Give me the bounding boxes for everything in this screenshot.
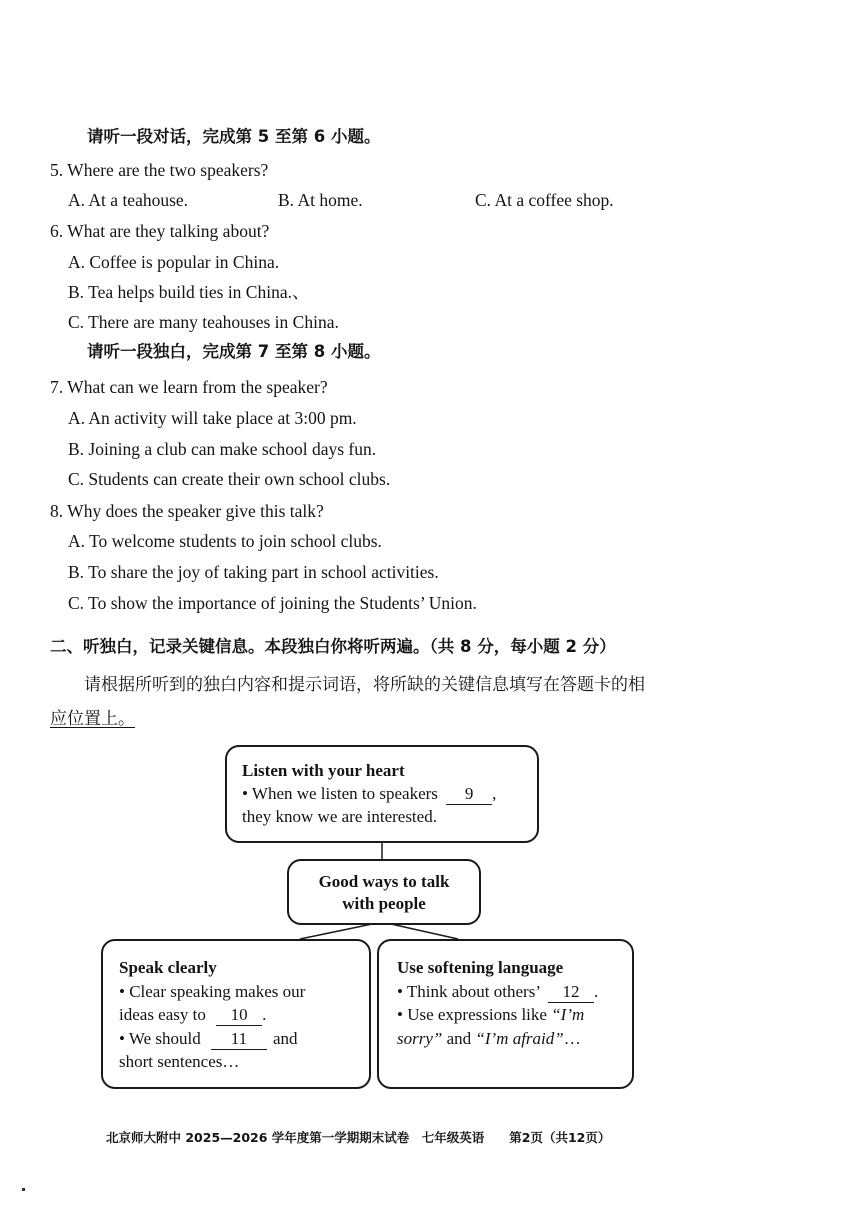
softening-quote-im: “I’m: [551, 1005, 585, 1024]
page-footer: 北京师大附中 2025—2026 学年度第一学期期末试卷 七年级英语 第2页（共12页）: [106, 1130, 611, 1145]
listen-line1-comma: ,: [492, 784, 497, 803]
question-6-stem: 6. What are they talking about?: [50, 221, 270, 241]
listen-with-heart-line2: they know we are interested.: [242, 807, 437, 826]
speak-line2-text: ideas easy to: [119, 1005, 206, 1024]
center-line2: with people: [342, 894, 426, 913]
question-5-option-a: A. At a teahouse.: [68, 190, 189, 210]
dialogue-instruction: 请听一段对话，完成第 5 至第 6 小题。: [87, 127, 381, 146]
listen-with-heart-line1: [242, 782, 496, 805]
speak-clearly-line3: [119, 1027, 298, 1050]
section-two-instruction-line2: 应位置上。: [50, 709, 135, 729]
listen-with-heart-box: [225, 745, 539, 843]
blank-12[interactable]: 12: [548, 982, 594, 1003]
listen-with-heart-title: Listen with your heart: [242, 761, 405, 780]
question-5-option-b: B. At home.: [278, 190, 363, 210]
listen-line1-text: • When we listen to speakers: [242, 784, 438, 803]
question-7-option-c: C. Students can create their own school clubs.: [68, 469, 391, 489]
question-6-option-a: A. Coffee is popular in China.: [68, 252, 280, 272]
question-7-option-b: B. Joining a club can make school days fun.: [68, 439, 377, 459]
softening-line1-period: .: [593, 982, 599, 1001]
softening-line1: [397, 980, 598, 1003]
speak-clearly-line1: • Clear speaking makes our: [119, 982, 306, 1001]
softening-line2-text: • Use expressions like: [397, 1005, 547, 1024]
question-8-option-b: B. To share the joy of taking part in school activities.: [68, 562, 439, 582]
speak-clearly-line2: [119, 1003, 266, 1026]
good-ways-center-box: [287, 859, 481, 925]
softening-language-box: [377, 939, 634, 1089]
question-8-stem: 8. Why does the speaker give this talk?: [50, 501, 324, 521]
blank-10[interactable]: 10: [216, 1005, 262, 1026]
speak-line2-period: .: [262, 1005, 267, 1024]
speak-line3-and: and: [272, 1029, 298, 1048]
softening-line3-ellipsis: …: [563, 1029, 581, 1048]
section-two-instruction-line1: 请根据所听到的独白内容和提示词语，将所缺的关键信息填写在答题卡的相: [84, 675, 645, 695]
softening-line3: [397, 1027, 581, 1050]
blank-9[interactable]: 9: [446, 784, 492, 805]
blank-11[interactable]: 11: [211, 1029, 267, 1050]
softening-quote-sorry: sorry”: [397, 1029, 443, 1048]
softening-line1-text: • Think about others’: [397, 982, 540, 1001]
softening-quote-afraid: “I’m afraid”: [475, 1029, 564, 1048]
section-two-heading: 二、听独白，记录关键信息。本段独白你将听两遍。（共 8 分，每小题 2 分）: [50, 637, 616, 656]
question-5-stem: 5. Where are the two speakers?: [50, 160, 269, 180]
softening-title: Use softening language: [397, 958, 564, 977]
speak-clearly-box: [101, 939, 371, 1089]
speak-line3-text: • We should: [119, 1029, 201, 1048]
question-7-option-a: A. An activity will take place at 3:00 pm.: [68, 408, 357, 428]
speak-clearly-title: Speak clearly: [119, 958, 217, 977]
scan-speck: [22, 1188, 25, 1191]
center-line1: Good ways to talk: [318, 872, 450, 891]
question-6-option-c: C. There are many teahouses in China.: [68, 312, 339, 332]
question-8-option-c: C. To show the importance of joining the Students’ Union.: [68, 593, 477, 613]
question-7-stem: 7. What can we learn from the speaker?: [50, 377, 328, 397]
monologue-instruction: 请听一段独白，完成第 7 至第 8 小题。: [87, 342, 381, 361]
question-5-option-c: C. At a coffee shop.: [475, 190, 614, 210]
question-8-option-a: A. To welcome students to join school clubs.: [68, 531, 382, 551]
speak-clearly-line4: short sentences…: [119, 1052, 240, 1071]
question-6-option-b: B. Tea helps build ties in China.、: [68, 282, 310, 302]
softening-line2: [397, 1003, 584, 1026]
softening-line3-and: and: [446, 1029, 472, 1048]
